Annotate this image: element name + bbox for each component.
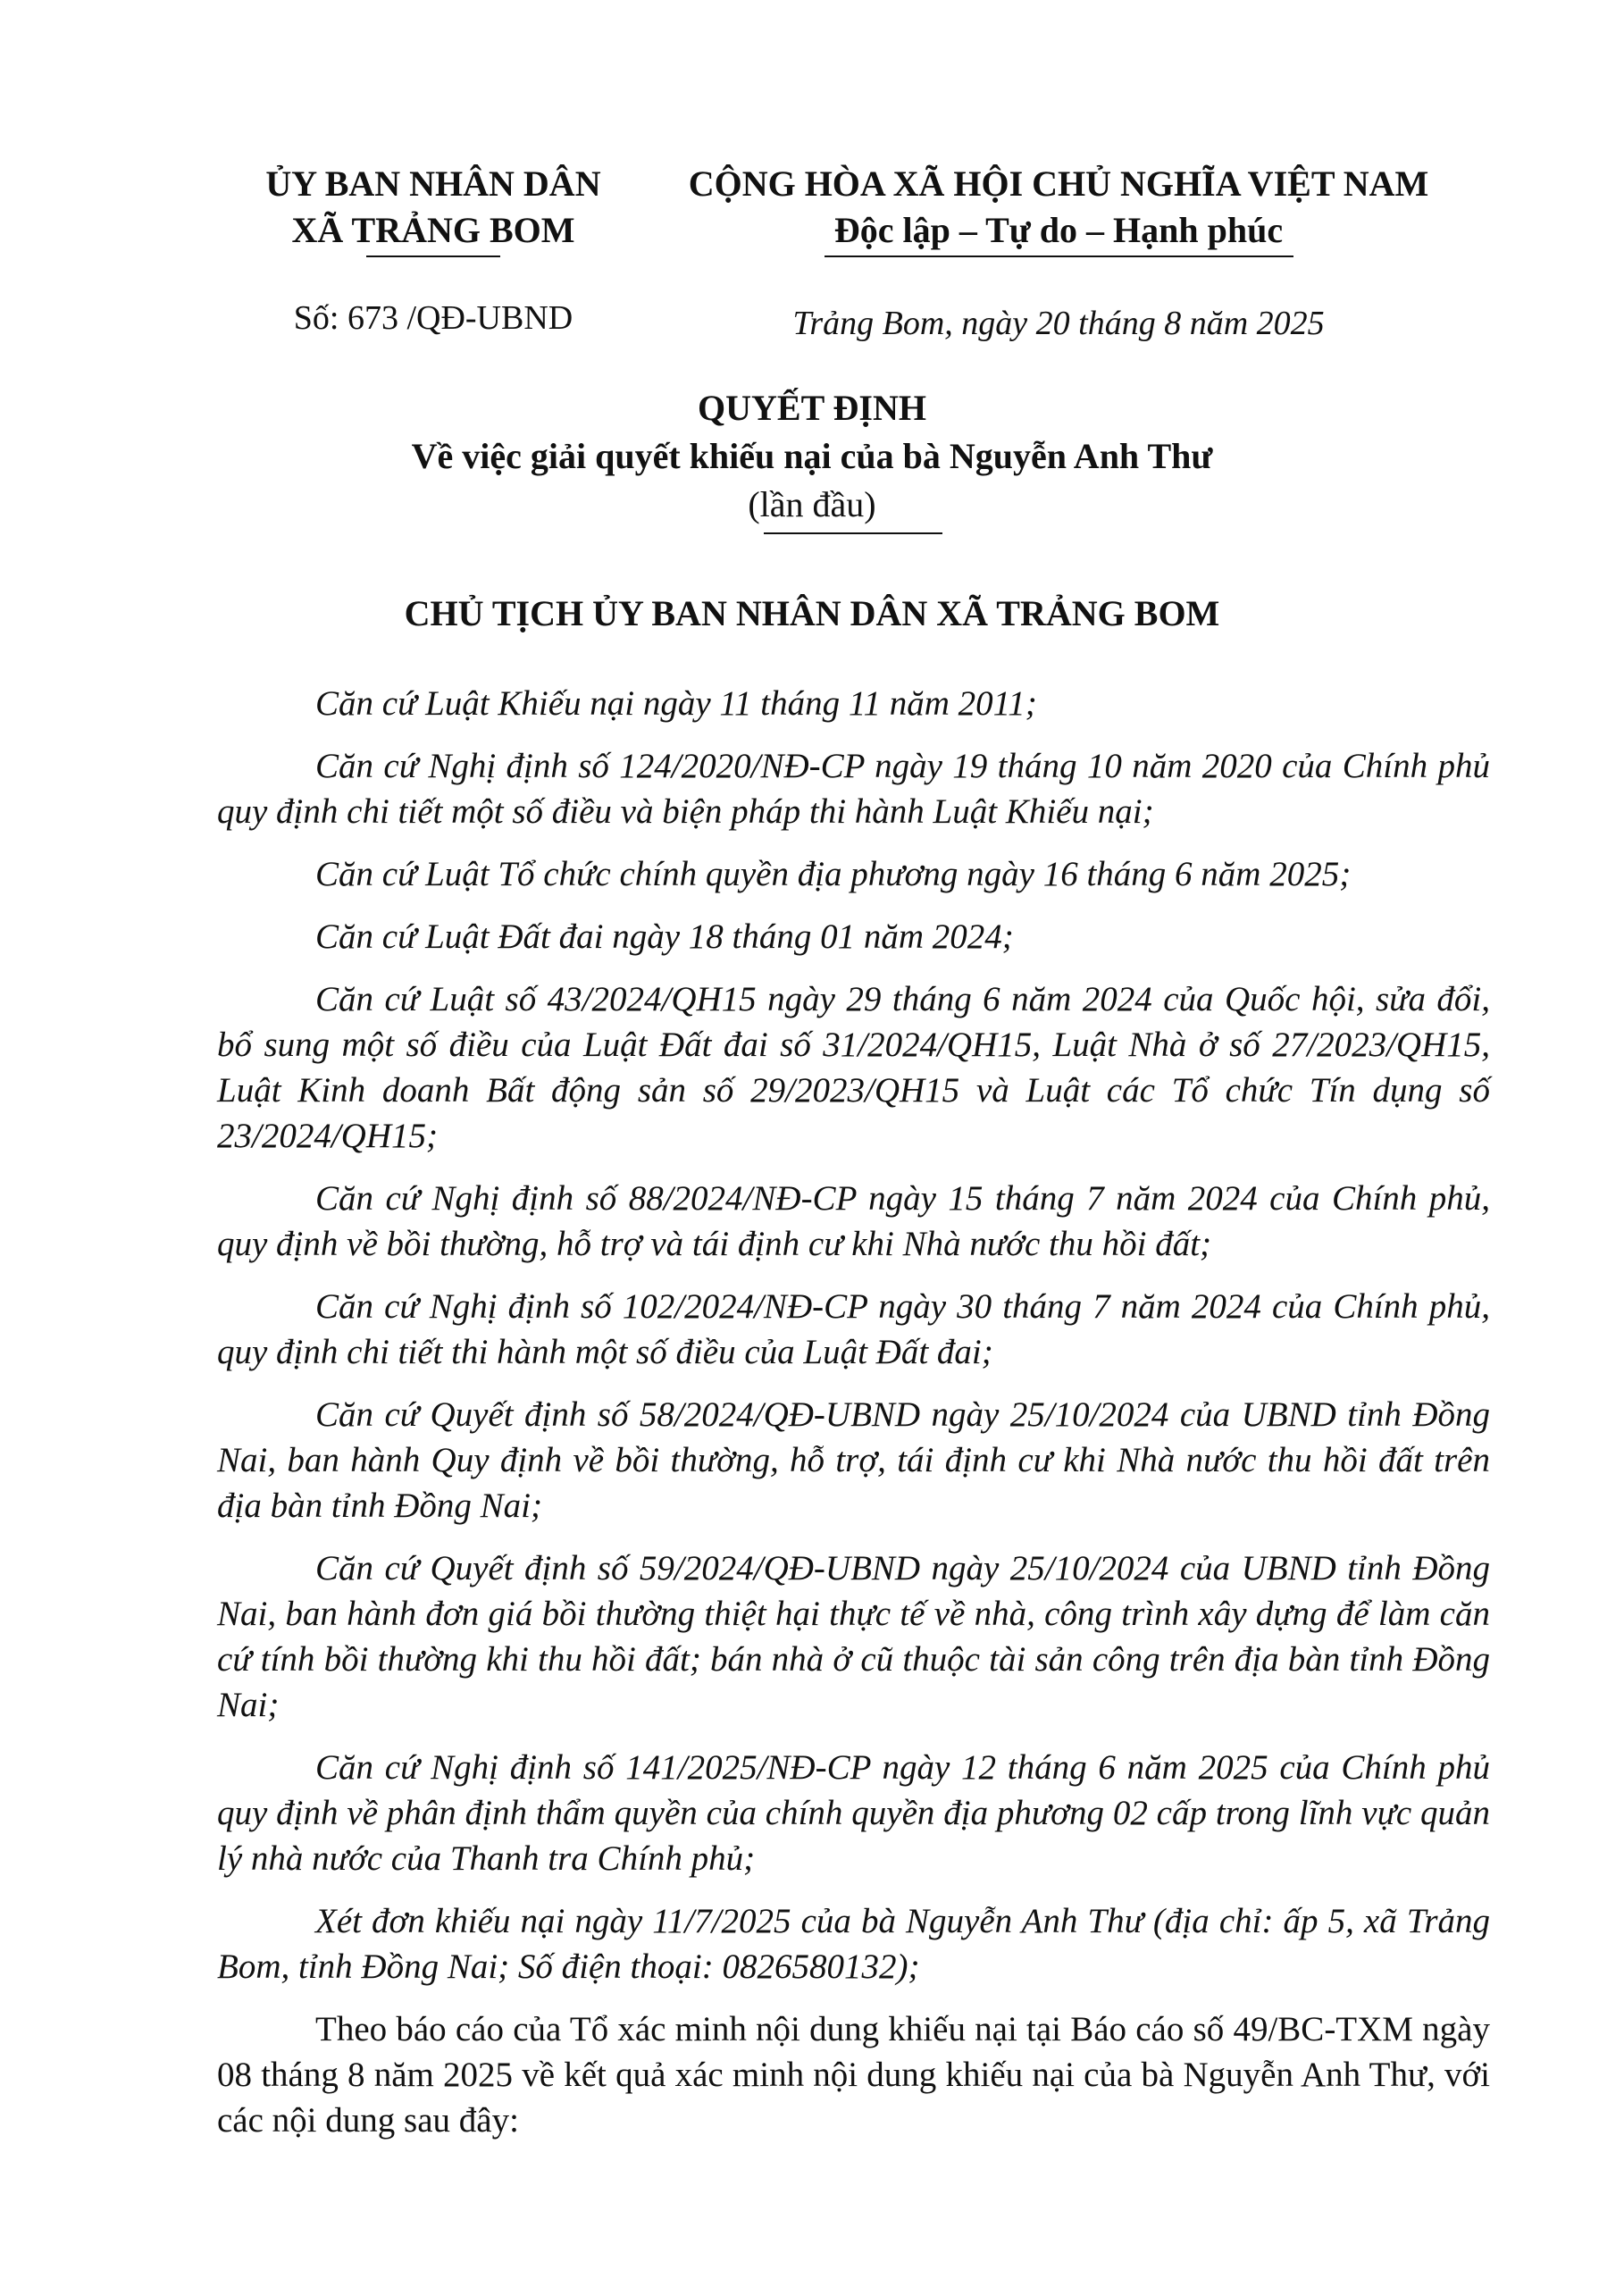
document-subject: Về việc giải quyết khiếu nại của bà Nguyễn Anh Thư	[411, 436, 1213, 476]
decision-authority: CHỦ TỊCH ỦY BAN NHÂN DÂN XÃ TRẢNG BOM	[404, 593, 1220, 633]
motto-underline	[825, 255, 1293, 257]
document-type: QUYẾT ĐỊNH	[698, 388, 926, 428]
national-motto-block	[657, 161, 1461, 345]
legal-basis-paragraph: Căn cứ Luật Khiếu nại ngày 11 tháng 11 năm 2011;	[315, 684, 1037, 723]
national-motto: Độc lập – Tự do – Hạnh phúc	[833, 210, 1284, 250]
verification-report-paragraph: Theo báo cáo của Tổ xác minh nội dung khiếu nại tại Báo cáo số 49/BC-TXM ngày 08 tháng 8 năm 2025 về kết quả xác minh nội dung khiếu nại của bà Nguyễn Anh Thư, với các nội dung sau đây:	[217, 2010, 1490, 2140]
legal-basis-paragraph: Căn cứ Nghị định số 88/2024/NĐ-CP ngày 15 tháng 7 năm 2024 của Chính phủ, quy định về bồi thường, hỗ trợ và tái định cư khi Nhà nước thu hồi đất;	[217, 1179, 1490, 1263]
legal-basis-paragraph: Căn cứ Nghị định số 102/2024/NĐ-CP ngày 30 tháng 7 năm 2024 của Chính phủ, quy định chi tiết thi hành một số điều của Luật Đất đai;	[217, 1287, 1490, 1371]
legal-basis-paragraph: Căn cứ Luật số 43/2024/QH15 ngày 29 tháng 6 năm 2024 của Quốc hội, sửa đổi, bổ sung một số điều của Luật Đất đai số 31/2024/QH15, Luật Nhà ở số 27/2023/QH15, Luật Kinh doanh Bất động sản số 29/2023/QH15 và Luật các Tổ chức Tín dụng số 23/2024/QH15;	[217, 980, 1490, 1155]
legal-basis-paragraph: Căn cứ Nghị định số 141/2025/NĐ-CP ngày 12 tháng 6 năm 2025 của Chính phủ quy định về phân định thẩm quyền của chính quyền địa phương 02 cấp trong lĩnh vực quản lý nhà nước của Thanh tra Chính phủ;	[217, 1748, 1490, 1878]
document-number: Số: 673 /QĐ-UBND	[293, 299, 573, 337]
issuing-authority-block	[241, 161, 625, 339]
nation-name: CỘNG HÒA XÃ HỘI CHỦ NGHĨA VIỆT NAM	[688, 163, 1429, 204]
legal-basis-paragraph: Căn cứ Nghị định số 124/2020/NĐ-CP ngày 19 tháng 10 năm 2020 của Chính phủ quy định chi tiết một số điều và biện pháp thi hành Luật Khiếu nại;	[217, 747, 1490, 831]
complaint-consideration-paragraph: Xét đơn khiếu nại ngày 11/7/2025 của bà Nguyễn Anh Thư (địa chỉ: ấp 5, xã Trảng Bom, tỉnh Đồng Nai; Số điện thoại: 0826580132);	[217, 1902, 1490, 1986]
place-and-date: Trảng Bom, ngày 20 tháng 8 năm 2025	[792, 305, 1325, 342]
title-rule	[764, 532, 942, 534]
document-body	[217, 681, 1490, 2160]
legal-basis-paragraph: Căn cứ Quyết định số 58/2024/QĐ-UBND ngày 25/10/2024 của UBND tỉnh Đồng Nai, ban hành Quy định về bồi thường, hỗ trợ, tái định cư khi Nhà nước thu hồi đất trên địa bàn tỉnh Đồng Nai;	[217, 1395, 1490, 1525]
decision-title-block	[0, 384, 1624, 534]
org-name-line2: XÃ TRẢNG BOM	[291, 210, 575, 250]
document-note: (lần đầu)	[748, 484, 876, 524]
org-name-line1: ỦY BAN NHÂN DÂN	[265, 163, 601, 204]
legal-basis-paragraph: Căn cứ Quyết định số 59/2024/QĐ-UBND ngày 25/10/2024 của UBND tỉnh Đồng Nai, ban hành đơn giá bồi thường thiệt hại thực tế về nhà, công trình xây dựng để làm căn cứ tính bồi thường khi thu hồi đất; bán nhà ở cũ thuộc tài sản công trên địa bàn tỉnh Đồng Nai;	[217, 1549, 1490, 1724]
org-underline	[366, 255, 500, 257]
legal-basis-paragraph: Căn cứ Luật Đất đai ngày 18 tháng 01 năm 2024;	[315, 917, 1014, 956]
legal-basis-paragraph: Căn cứ Luật Tổ chức chính quyền địa phương ngày 16 tháng 6 năm 2025;	[315, 855, 1352, 893]
